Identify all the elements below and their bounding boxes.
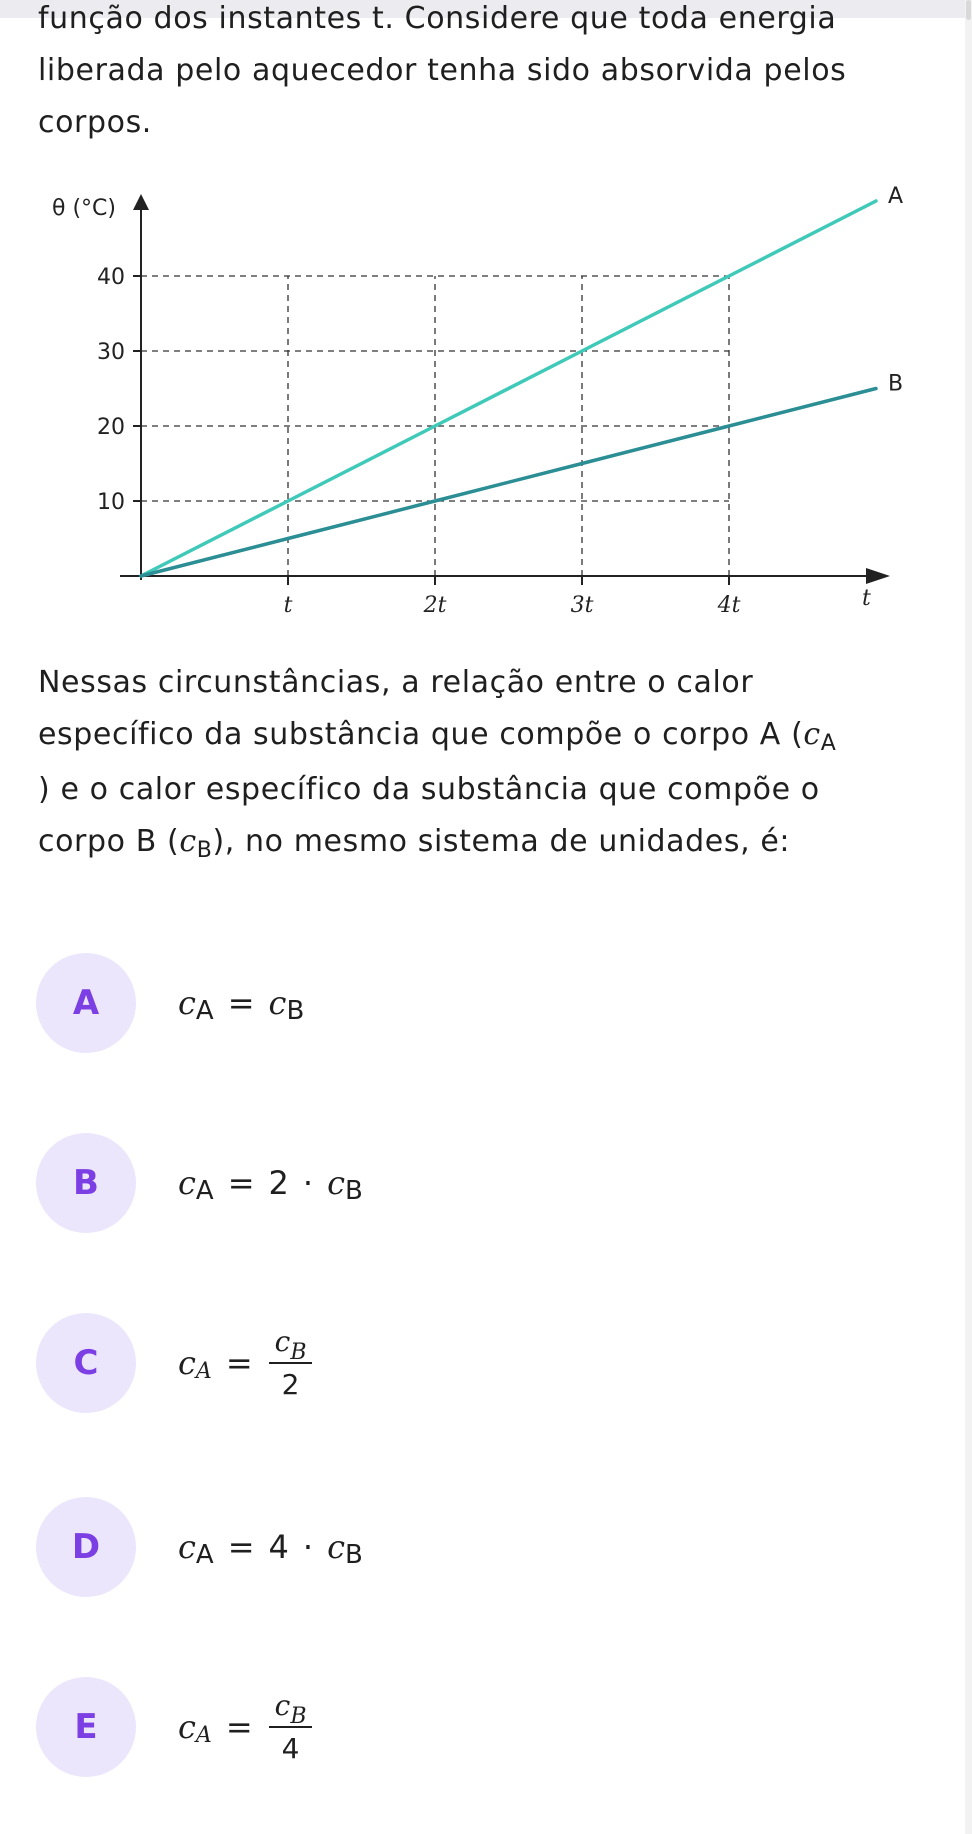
option-d[interactable] bbox=[36, 1497, 736, 1597]
rhs-var: c bbox=[268, 984, 287, 1022]
fraction-denominator: 2 bbox=[281, 1368, 300, 1401]
num-sub: B bbox=[290, 1340, 307, 1365]
lhs-var: c bbox=[178, 984, 196, 1022]
equals-sign: = bbox=[225, 1708, 253, 1746]
question-line-4-text: corpo B ( bbox=[38, 824, 180, 859]
question-paragraph bbox=[38, 657, 836, 871]
dot-operator: · bbox=[302, 1164, 314, 1202]
y-axis-arrow bbox=[133, 194, 149, 210]
series-label-A: A bbox=[888, 184, 904, 209]
c-symbol: c bbox=[803, 717, 821, 752]
equals-sign: = bbox=[227, 1164, 255, 1202]
series-line-B bbox=[141, 389, 876, 577]
num-var: c bbox=[274, 1325, 291, 1358]
option-e[interactable] bbox=[36, 1677, 736, 1777]
option-a[interactable] bbox=[36, 953, 736, 1053]
option-letter-badge: D bbox=[36, 1497, 136, 1597]
lhs-sub: A bbox=[195, 1358, 212, 1384]
subscript-b: B bbox=[196, 838, 213, 863]
x-axis-arrow bbox=[866, 568, 890, 584]
x-tick-label-3t: 3t bbox=[570, 593, 594, 618]
y-axis-label: θ (°C) bbox=[52, 196, 116, 221]
lhs-var: c bbox=[178, 1708, 196, 1746]
y-tick-label-30: 30 bbox=[97, 340, 125, 365]
series-line-A bbox=[141, 201, 876, 576]
c-symbol: c bbox=[179, 824, 197, 859]
lhs-sub: A bbox=[195, 1540, 214, 1570]
y-tick-label-10: 10 bbox=[97, 490, 125, 515]
dot-operator: · bbox=[302, 1528, 314, 1566]
coefficient: 4 bbox=[268, 1528, 289, 1566]
lhs-sub: A bbox=[195, 1176, 214, 1206]
y-tick-label-20: 20 bbox=[97, 415, 125, 440]
lhs-sub: A bbox=[195, 996, 214, 1026]
option-formula bbox=[178, 953, 304, 1053]
intro-line-1: função dos instantes t. Considere que toda energia bbox=[38, 1, 837, 36]
temperature-time-chart bbox=[0, 180, 920, 640]
x-axis-label: t bbox=[862, 586, 871, 611]
option-letter-badge: B bbox=[36, 1133, 136, 1233]
x-tick-label-t: t bbox=[283, 593, 293, 618]
lhs-var: c bbox=[178, 1344, 196, 1382]
fraction-numerator bbox=[269, 1325, 313, 1364]
num-var: c bbox=[274, 1689, 291, 1722]
question-line-4-end: ), no mesmo sistema de unidades, é: bbox=[212, 824, 791, 859]
fraction bbox=[269, 1325, 313, 1401]
lhs-var: c bbox=[178, 1164, 196, 1202]
fraction-numerator bbox=[269, 1689, 313, 1728]
scrollbar-thumb[interactable] bbox=[966, 0, 971, 20]
rhs-var: c bbox=[327, 1164, 345, 1202]
coefficient: 2 bbox=[268, 1164, 289, 1202]
question-line-3: ) e o calor específico da substância que compõe o bbox=[38, 772, 820, 807]
option-formula bbox=[178, 1677, 312, 1777]
equals-sign: = bbox=[227, 984, 255, 1022]
lhs-var: c bbox=[178, 1528, 196, 1566]
series-lines bbox=[141, 184, 903, 576]
scrollbar[interactable] bbox=[965, 0, 972, 1834]
option-formula bbox=[178, 1133, 363, 1233]
equals-sign: = bbox=[225, 1344, 253, 1382]
lhs-sub: A bbox=[195, 1722, 212, 1748]
subscript-a: A bbox=[820, 731, 837, 756]
option-letter-badge: A bbox=[36, 953, 136, 1053]
intro-paragraph bbox=[38, 0, 846, 149]
option-formula bbox=[178, 1497, 363, 1597]
rhs-var: c bbox=[327, 1528, 345, 1566]
num-sub: B bbox=[290, 1704, 307, 1729]
rhs-sub: B bbox=[286, 996, 305, 1026]
x-tick-label-4t: 4t bbox=[717, 593, 741, 618]
intro-line-2: liberada pelo aquecedor tenha sido absorvida pelos bbox=[38, 53, 847, 88]
question-line-1: Nessas circunstâncias, a relação entre o calor bbox=[38, 665, 754, 700]
rhs-sub: B bbox=[344, 1176, 363, 1206]
intro-line-3: corpos. bbox=[38, 105, 152, 140]
option-letter-badge: E bbox=[36, 1677, 136, 1777]
question-line-2 bbox=[38, 709, 836, 764]
x-tick-label-2t: 2t bbox=[423, 593, 447, 618]
option-formula bbox=[178, 1313, 312, 1413]
series-label-B: B bbox=[888, 371, 904, 397]
question-line-2-text: específico da substância que compõe o corpo A ( bbox=[38, 717, 804, 752]
option-b[interactable] bbox=[36, 1133, 736, 1233]
option-letter-badge: C bbox=[36, 1313, 136, 1413]
equals-sign: = bbox=[227, 1528, 255, 1566]
fraction bbox=[269, 1689, 313, 1765]
question-line-4 bbox=[38, 816, 836, 871]
fraction-denominator: 4 bbox=[281, 1732, 300, 1765]
option-c[interactable] bbox=[36, 1313, 736, 1413]
y-tick-label-40: 40 bbox=[97, 265, 125, 290]
rhs-sub: B bbox=[344, 1540, 363, 1570]
